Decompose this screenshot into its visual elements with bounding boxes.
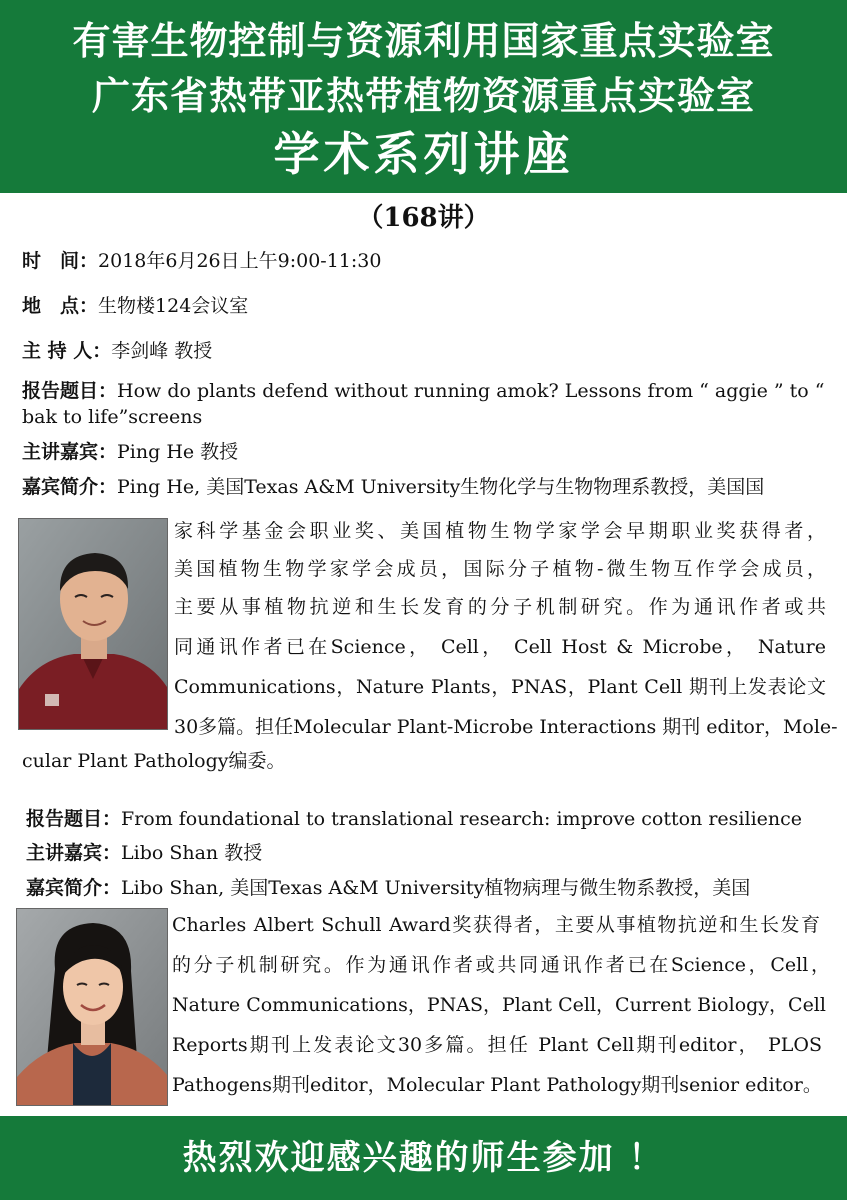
host-row <box>22 338 833 364</box>
talk1-bio-line-4: 主要从事植物抗逆和生长发育的分子机制研究。作为通讯作者或共 <box>174 596 826 618</box>
talk1-bio-row <box>22 474 833 500</box>
talk2-bio-line-4: Nature Communications，PNAS，Plant Cell，Current Biology，Cell <box>172 994 826 1016</box>
talk2-title-value: From foundational to translational research: improve cotton resilience <box>121 808 803 830</box>
talk1-bio-line-1: Ping He, 美国Texas A&M University生物化学与生物物理系教授，美国国 <box>117 476 765 498</box>
talk1-bio-label: 嘉宾简介： <box>22 476 118 498</box>
footer-banner <box>0 1116 847 1200</box>
host-value: 李剑峰 教授 <box>111 340 213 362</box>
time-row <box>22 248 833 274</box>
header-banner <box>0 0 847 193</box>
welcome-text: 热烈欢迎感兴趣的师生参加 ！ <box>182 1138 665 1178</box>
speaker2-photo <box>16 908 168 1106</box>
talk1-bio-line-2: 家科学基金会职业奖、美国植物生物学家学会早期职业奖获得者， <box>174 520 826 542</box>
lecture-series-title: 学术系列讲座 <box>273 127 574 181</box>
time-value: 2018年6月26日上午9:00-11:30 <box>98 250 382 272</box>
talk1-bio-line-6: Communications，Nature Plants，PNAS，Plant Cell 期刊上发表论文 <box>174 676 826 698</box>
talk2-bio-line-1: Libo Shan, 美国Texas A&M University植物病理与微生物系教授，美国 <box>121 877 751 899</box>
talk2-title-row <box>26 806 833 832</box>
time-label: 时 间： <box>22 250 99 272</box>
host-label: 主 持 人： <box>22 340 112 362</box>
talk2-bio-line-6: Pathogens期刊editor，Molecular Plant Pathology期刊senior editor。 <box>172 1074 822 1096</box>
place-row <box>22 293 833 319</box>
talk2-speaker-value: Libo Shan 教授 <box>121 842 263 864</box>
talk1-bio-line-3: 美国植物生物学家学会成员，国际分子植物-微生物互作学会成员， <box>174 558 826 580</box>
talk2-bio-label: 嘉宾简介： <box>26 877 122 899</box>
talk1-bio-line-5: 同通讯作者已在Science， Cell， Cell Host & Microbe， Nature <box>174 636 826 658</box>
place-value: 生物楼124会议室 <box>98 295 249 317</box>
talk1-speaker-row <box>22 439 833 465</box>
talk2-bio-row <box>26 875 833 901</box>
talk1-title-value: How do plants defend without running amok? Lessons from “ aggie ” to “ bak to life”screens <box>22 380 825 428</box>
talk2-title-label: 报告题目： <box>26 808 122 830</box>
talk2-bio-line-5: Reports期刊上发表论文30多篇。担任 Plant Cell期刊editor， PLOS <box>172 1034 822 1056</box>
talk1-bio-line-8: cular Plant Pathology编委。 <box>22 750 286 772</box>
lab-name-2: 广东省热带亚热带植物资源重点实验室 <box>91 74 755 118</box>
talk2-bio-line-3: 的分子机制研究。作为通讯作者或共同通讯作者已在Science，Cell， <box>172 954 830 976</box>
talk1-title-label: 报告题目： <box>22 380 118 402</box>
talk2-bio-line-2: Charles Albert Schull Award奖获得者，主要从事植物抗逆和生长发育 <box>172 914 820 936</box>
speaker1-photo <box>18 518 168 730</box>
speaker2-portrait-icon <box>17 909 167 1105</box>
talk1-speaker-value: Ping He 教授 <box>117 441 239 463</box>
talk2-speaker-label: 主讲嘉宾： <box>26 842 122 864</box>
lecture-number: （168讲） <box>357 203 490 233</box>
place-label: 地 点： <box>22 295 99 317</box>
speaker1-portrait-icon <box>19 519 167 729</box>
talk1-bio-line-7: 30多篇。担任Molecular Plant-Microbe Interactions 期刊 editor，Mole- <box>174 716 838 738</box>
talk2-speaker-row <box>26 840 833 866</box>
talk1-title-row <box>22 378 833 430</box>
talk1-speaker-label: 主讲嘉宾： <box>22 441 118 463</box>
lab-name-1: 有害生物控制与资源利用国家重点实验室 <box>72 19 775 63</box>
